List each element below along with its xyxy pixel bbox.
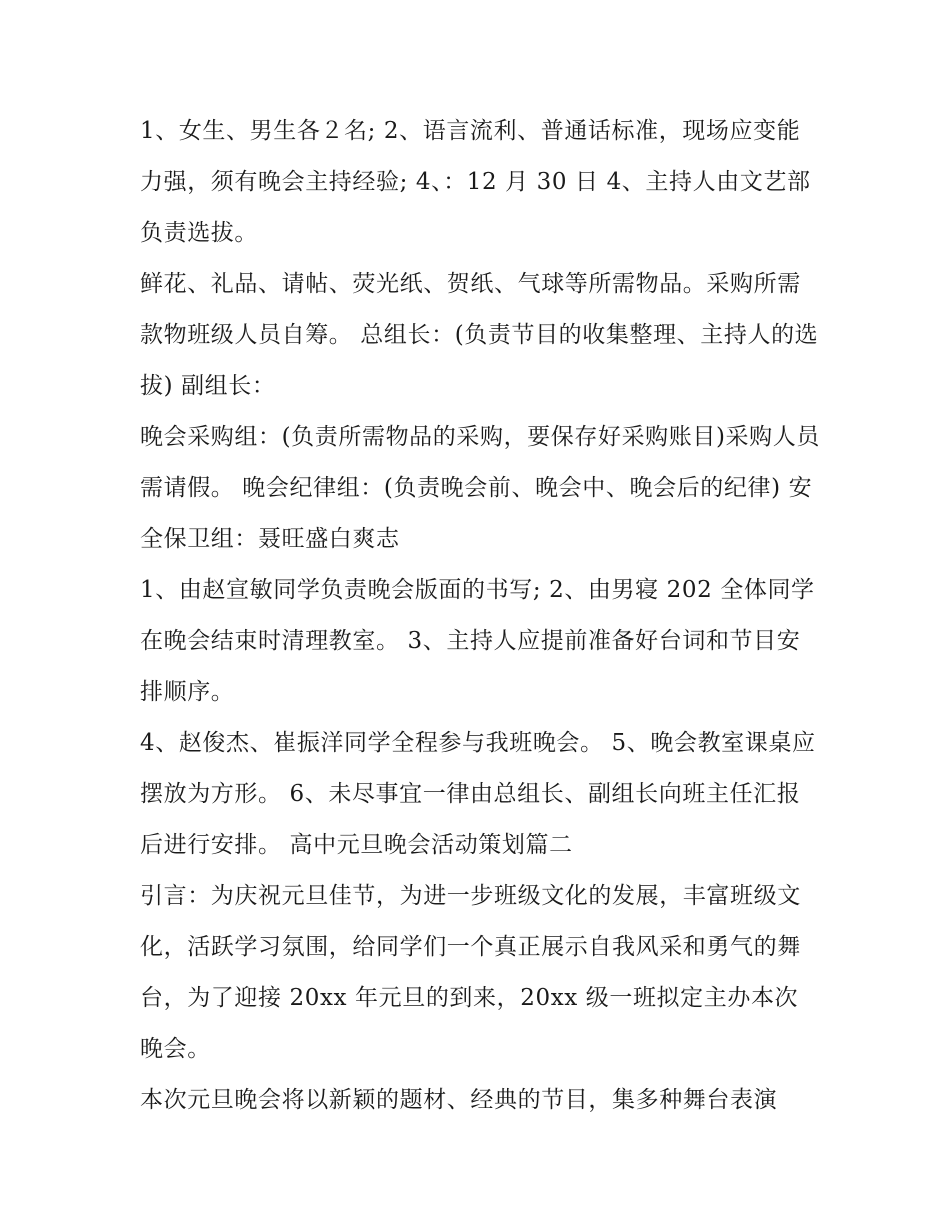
paragraph-notes: 4、赵俊杰、崔振洋同学全程参与我班晚会。 5、晚会教室课桌应摆放为方形。 6、未尽事宜一律由总组长、副组长向班主任汇报后进行安排。 高中元旦晚会活动策划篇二 (140, 730, 816, 858)
paragraph-introduction: 引言：为庆祝元旦佳节，为进一步班级文化的发展，丰富班级文化，活跃学习氛围，给同学们一个真正展示自我风采和勇气的舞台，为了迎接 20xx 年元旦的到来，20xx 级一班拟定主办本次晚会。 (140, 883, 801, 1062)
document-body (140, 106, 820, 1126)
paragraph-groups: 晚会采购组：(负责所需物品的采购，要保存好采购账目)采购人员需请假。 晚会纪律组：(负责晚会前、晚会中、晚会后的纪律) 安全保卫组：聂旺盛白爽志 (140, 424, 820, 552)
paragraph-host-requirements: 1、女生、男生各２名; 2、语言流利、普通话标准，现场应变能力强，须有晚会主持经验; 4、：12 月 30 日 4、主持人由文艺部负责选拔。 (140, 118, 811, 246)
paragraph-overview: 本次元旦晚会将以新颖的题材、经典的节目，集多种舞台表演 (140, 1087, 778, 1113)
paragraph-supplies: 鲜花、礼品、请帖、荧光纸、贺纸、气球等所需物品。采购所需款物班级人员自筹。 总组长：(负责节目的收集整理、主持人的选拔) 副组长： (140, 271, 819, 399)
paragraph-arrangements: 1、由赵宣敏同学负责晚会版面的书写; 2、由男寝 202 全体同学在晚会结束时清理教室。 3、主持人应提前准备好台词和节目安排顺序。 (140, 577, 815, 705)
